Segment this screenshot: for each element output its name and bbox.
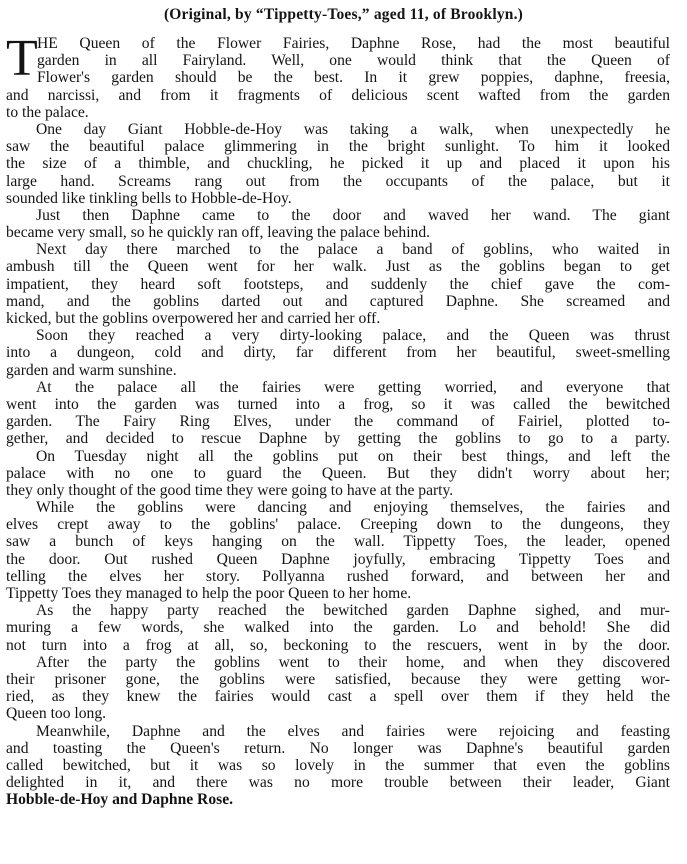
story-line: their prisoner gone, the goblins were satisfied, because they were getting wor- bbox=[6, 670, 670, 688]
story-line: Hobble-de-Hoy and Daphne Rose. bbox=[6, 791, 234, 809]
story-line: On Tuesday night all the goblins put on their best things, and left the bbox=[36, 447, 670, 465]
story-line: impatient, they heard soft footsteps, and suddenly the chief gave the com- bbox=[6, 275, 670, 293]
story-line: called bewitched, but it was so lovely in the summer that even the goblins bbox=[6, 756, 670, 774]
story-line: ried, as they knew the fairies would cast a spell over them if they held the bbox=[6, 688, 670, 706]
story-line: delighted in it, and there was no more trouble between their leader, Giant bbox=[6, 774, 670, 792]
story-line: Soon they reached a very dirty-looking palace, and the Queen was thrust bbox=[36, 327, 670, 345]
story-line: Queen too long. bbox=[6, 705, 107, 723]
drop-cap: T bbox=[6, 30, 38, 87]
story-line: muring a few words, she walked into the garden. Lo and behold! She did bbox=[6, 619, 670, 637]
story-line: Next day there marched to the palace a band of goblins, who waited in bbox=[36, 241, 670, 259]
story-line: Tippetty Toes they managed to help the poor Queen to her home. bbox=[6, 585, 412, 602]
story-line: became very small, so he quickly ran off, leaving the palace behind. bbox=[6, 224, 431, 242]
story-line: and narcissi, and from it fragments of delicious scent wafted from the garden bbox=[6, 86, 670, 104]
story-line: elves crept away to the goblins' palace. Creeping down to the dungeons, they bbox=[6, 516, 670, 534]
story-line: garden and warm sunshine. bbox=[6, 361, 177, 379]
story-line: sounded like tinkling bells to Hobble-de-Hoy. bbox=[6, 189, 292, 207]
story-line: garden in all Fairyland. Well, one would think that the Queen of bbox=[37, 52, 670, 70]
story-line: and toasting the Queen's return. No longer was Daphne's beautiful garden bbox=[6, 739, 670, 757]
story-line: garden. The Fairy Ring Elves, under the command of Fairiel, plotted to- bbox=[6, 413, 670, 431]
story-line: to the palace. bbox=[6, 103, 89, 121]
story-line: went into the garden was turned into a frog, so it was called the bewitched bbox=[6, 395, 670, 413]
story-line: the door. Out rushed Queen Daphne joyfully, embracing Tippetty Toes and bbox=[6, 550, 670, 568]
story-line: HE Queen of the Flower Fairies, Daphne Rose, had the most beautiful bbox=[37, 35, 670, 52]
story-line: Meanwhile, Daphne and the elves and fairies were rejoicing and feasting bbox=[36, 722, 670, 740]
story-line: telling the elves her story. Pollyanna rushed forward, and between her and bbox=[6, 567, 670, 585]
story-line: they only thought of the good time they were going to have at the party. bbox=[6, 481, 454, 499]
story-line: saw a bunch of keys hanging on the wall. Tippetty Toes, the leader, opened bbox=[6, 533, 670, 551]
story-line: While the goblins were dancing and enjoying themselves, the fairies and bbox=[36, 499, 670, 517]
story-line: not turn into a frog at all, so, beckoning to the rescuers, went in by the door. bbox=[6, 636, 670, 654]
story-line: ambush till the Queen went for her walk. Just as the goblins began to get bbox=[6, 258, 670, 276]
story-line: into a dungeon, cold and dirty, far different from her beautiful, sweet-smelling bbox=[6, 344, 670, 362]
story-line: palace with no one to guard the Queen. But they didn't worry about her; bbox=[6, 464, 670, 482]
story-line: the size of a thimble, and chuckling, he picked it up and placed it upon his bbox=[6, 155, 670, 173]
story-line: large hand. Screams rang out from the occupants of the palace, but it bbox=[6, 172, 670, 190]
story-line: kicked, but the goblins overpowered her and carried her off. bbox=[6, 310, 381, 327]
story-line: saw the beautiful palace glimmering in the bright sunlight. To him it looked bbox=[6, 138, 670, 156]
story-line: After the party the goblins went to their home, and when they discovered bbox=[36, 653, 670, 671]
story-body bbox=[6, 30, 670, 809]
story-line: At the palace all the fairies were getting worried, and everyone that bbox=[36, 378, 670, 396]
story-line: As the happy party reached the bewitched garden Daphne sighed, and mur- bbox=[36, 602, 670, 620]
story-line: One day Giant Hobble-de-Hoy was taking a walk, when unexpectedly he bbox=[36, 120, 670, 138]
story-line: Just then Daphne came to the door and waved her wand. The giant bbox=[36, 206, 670, 224]
story-line: mand, and the goblins darted out and captured Daphne. She screamed and bbox=[6, 292, 670, 310]
story-line: gether, and decided to rescue Daphne by getting the goblins to go to a party. bbox=[6, 430, 670, 448]
story-byline: (Original, by “Tippetty-Toes,” aged 11, of Brooklyn.) bbox=[163, 6, 524, 23]
story-line: Flower's garden should be the best. In it grew poppies, daphne, freesia, bbox=[37, 69, 670, 87]
